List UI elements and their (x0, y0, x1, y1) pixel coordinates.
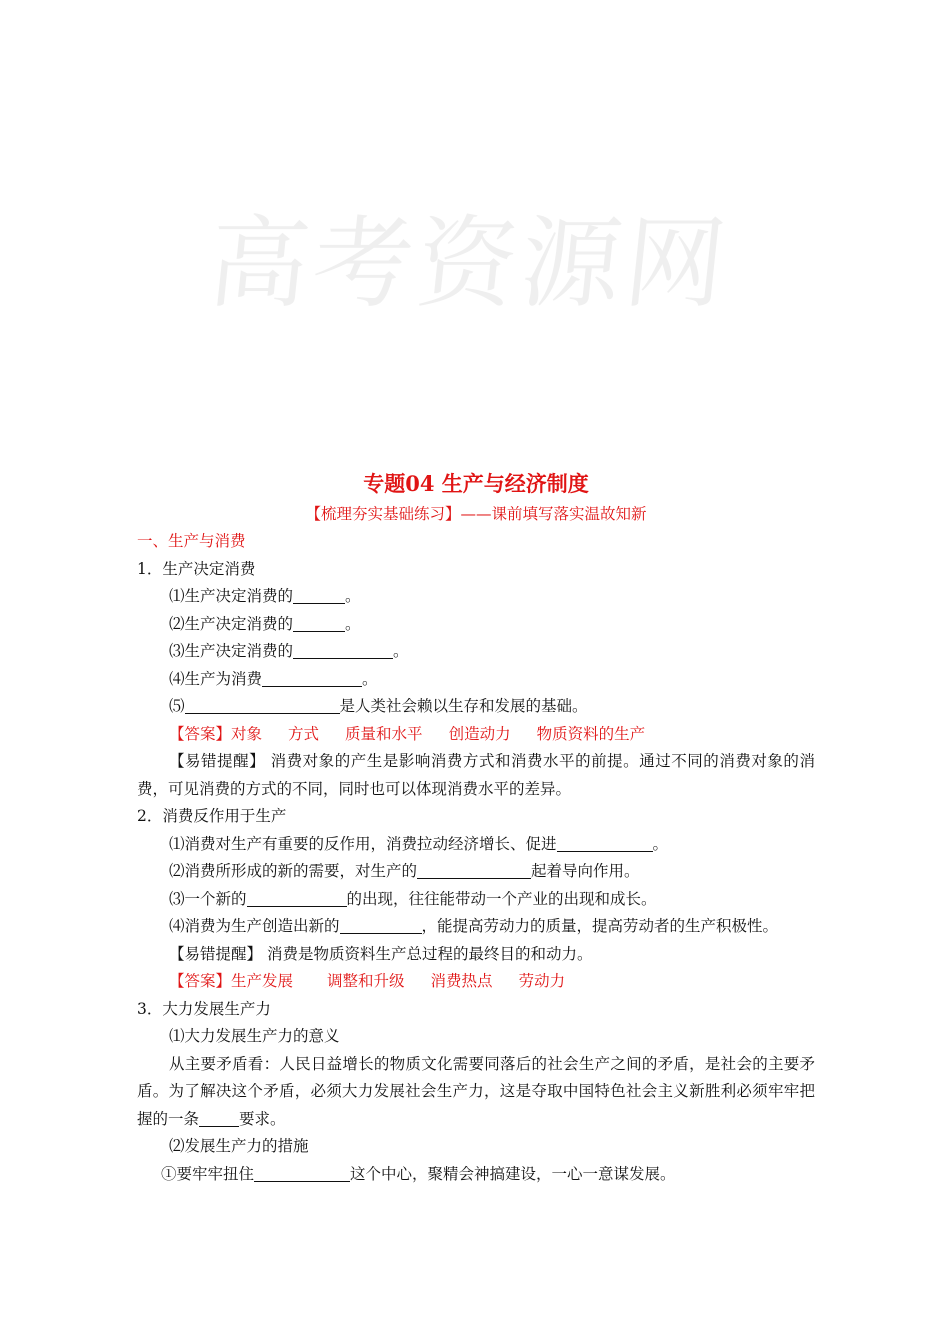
q1-tip: 【易错提醒】 消费对象的产生是影响消费方式和消费水平的前提。通过不同的消费对象的消费，可见消费的方式的不同，同时也可以体现消费水平的差异。 (137, 752, 815, 798)
q2-answer: 【答案】生产发展 调整和升级 消费热点 劳动力 (169, 972, 566, 990)
q1-item-4: ⑷生产为消费 。 (169, 669, 378, 688)
q3-item-1: ①要牢牢扭住 这个中心，聚精会神搞建设，一心一意谋发展。 (161, 1164, 676, 1183)
section-heading: 一、生产与消费 (137, 532, 246, 550)
page-subtitle: 【梳理夯实基础练习】——课前填写落实温故知新 (305, 505, 647, 523)
q2-tip: 【易错提醒】 消费是物质资料生产总过程的最终目的和动力。 (169, 944, 593, 963)
q3-sub-2: ⑵发展生产力的措施 (169, 1137, 309, 1155)
question-2-heading: 2．消费反作用于生产 (137, 807, 287, 825)
q1-item-2: ⑵生产决定消费的 。 (169, 614, 361, 633)
fill-blank[interactable] (262, 669, 362, 687)
fill-blank[interactable] (254, 1164, 350, 1182)
document-page (137, 466, 815, 1188)
fill-blank[interactable] (417, 861, 531, 879)
question-3-heading: 3．大力发展生产力 (137, 999, 271, 1018)
q1-item-3: ⑶生产决定消费的 。 (169, 642, 409, 660)
fill-blank[interactable] (557, 834, 653, 852)
q1-item-1: ⑴生产决定消费的 。 (169, 587, 361, 605)
fill-blank[interactable] (247, 889, 347, 907)
fill-blank[interactable] (199, 1109, 239, 1127)
q2-item-2: ⑵消费所形成的新的需要，对生产的 起着导向作用。 (169, 862, 640, 880)
q2-item-3: ⑶一个新的 的出现，往往能带动一个产业的出现和成长。 (169, 889, 657, 908)
page-title: 专题04 生产与经济制度 (363, 471, 589, 496)
question-1-heading: 1．生产决定消费 (137, 559, 256, 578)
watermark-text: 高考资源网 (202, 205, 736, 322)
watermark-logo (202, 155, 736, 355)
q2-item-4: ⑷消费为生产创造出新的 ，能提高劳动力的质量，提高劳动者的生产积极性。 (169, 917, 779, 935)
fill-blank[interactable] (293, 586, 345, 604)
q2-item-1: ⑴消费对生产有重要的反作用，消费拉动经济增长、促进 。 (169, 834, 669, 853)
fill-blank[interactable] (340, 916, 422, 934)
q1-item-5: ⑸ 是人类社会赖以生存和发展的基础。 (169, 697, 588, 715)
q1-answer: 【答案】对象 方式 质量和水平 创造动力 物质资料的生产 (169, 724, 646, 743)
fill-blank[interactable] (293, 614, 345, 632)
q3-sub-1: ⑴大力发展生产力的意义 (169, 1027, 340, 1045)
fill-blank[interactable] (293, 641, 393, 659)
q3-paragraph: 从主要矛盾看：人民日益增长的物质文化需要同落后的社会生产之间的矛盾，是社会的主要矛盾。为了解决这个矛盾，必须大力发展社会生产力，这是夺取中国特色社会主义新胜利必须牢牢把握的一条 要求。 (137, 1054, 815, 1128)
fill-blank[interactable] (185, 696, 340, 714)
